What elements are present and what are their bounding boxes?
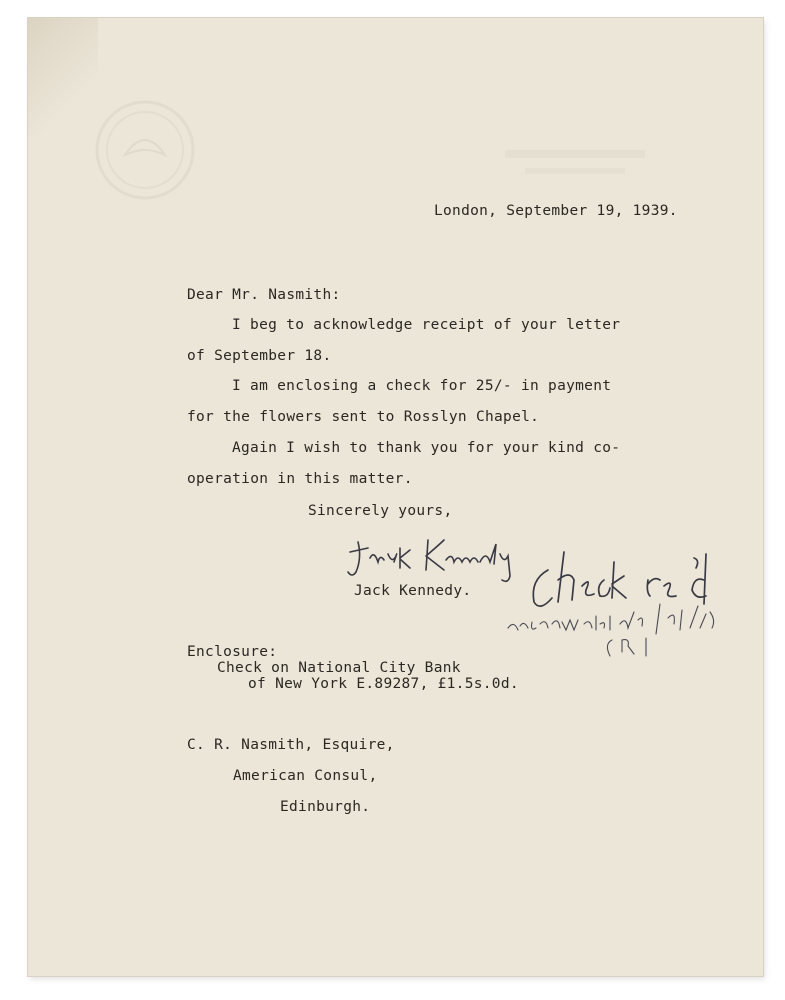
enclosure-line-2: of New York E.89287, £1.5s.0d. <box>248 676 519 692</box>
closing: Sincerely yours, <box>308 503 453 519</box>
typed-name: Jack Kennedy. <box>354 583 472 599</box>
paragraph-3-line-2: operation in this matter. <box>187 471 413 487</box>
handwritten-note <box>500 540 750 670</box>
enclosure-label: Enclosure: <box>187 644 278 660</box>
paragraph-1-line-2: of September 18. <box>187 348 332 364</box>
recipient-title: American Consul, <box>233 768 378 784</box>
embossed-seal-icon <box>90 95 200 205</box>
embossed-letterhead <box>500 140 650 190</box>
paragraph-3-line-1: Again I wish to thank you for your kind co- <box>232 440 621 456</box>
recipient-name: C. R. Nasmith, Esquire, <box>187 737 395 753</box>
paragraph-2-line-2: for the flowers sent to Rosslyn Chapel. <box>187 409 540 425</box>
recipient-city: Edinburgh. <box>280 799 371 815</box>
paragraph-1-line-1: I beg to acknowledge receipt of your letter <box>232 317 621 333</box>
paragraph-2-line-1: I am enclosing a check for 25/- in payment <box>232 378 612 394</box>
enclosure-line-1: Check on National City Bank <box>217 660 461 676</box>
dateline: London, September 19, 1939. <box>434 203 678 219</box>
salutation: Dear Mr. Nasmith: <box>187 287 341 303</box>
